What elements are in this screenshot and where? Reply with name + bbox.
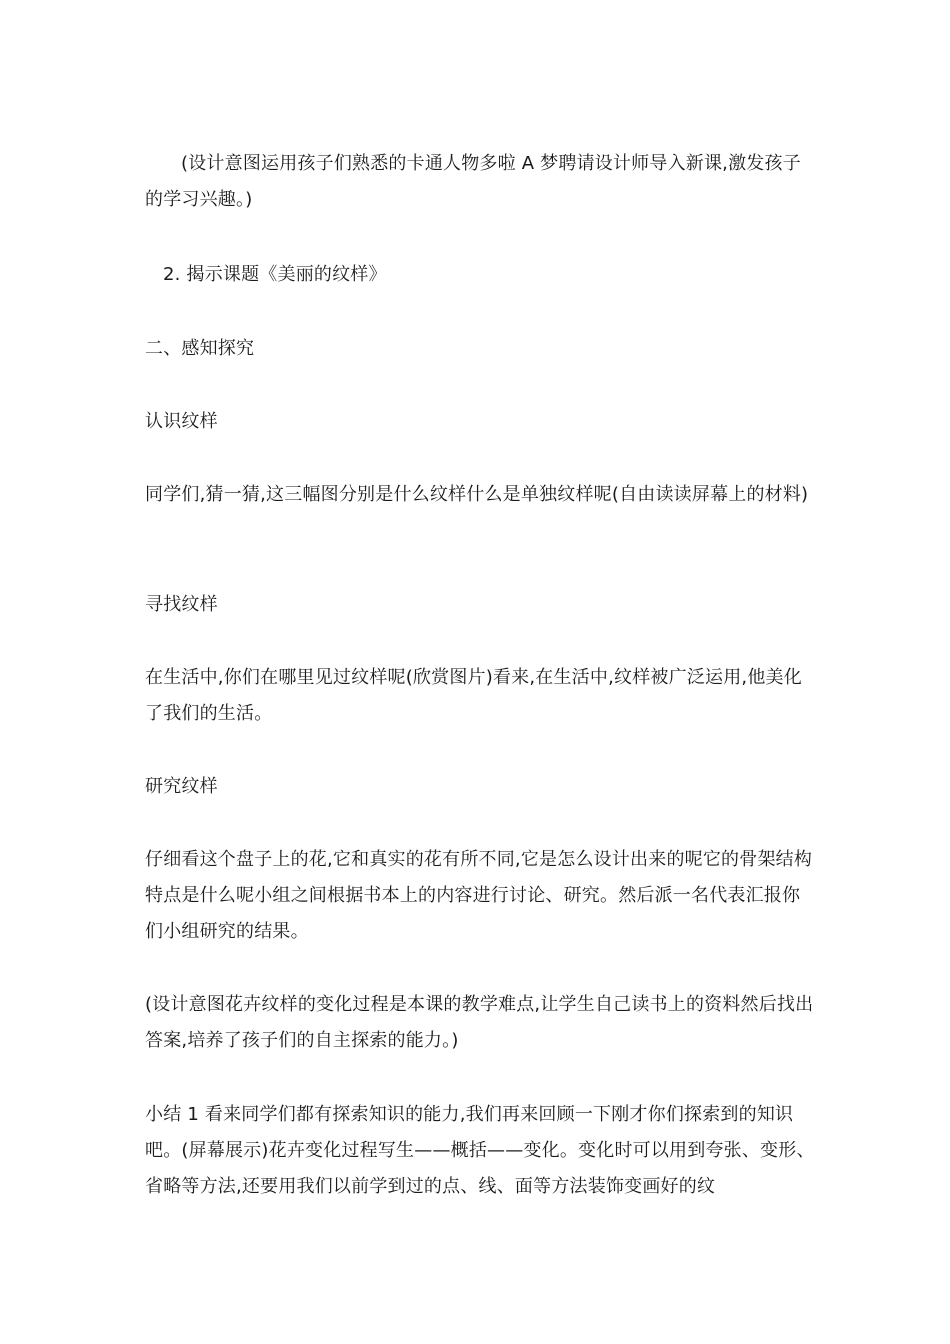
design-intent-paragraph-1: (设计意图运用孩子们熟悉的卡通人物多啦 A 梦聘请设计师导入新课,激发孩子的学习兴趣。) — [145, 153, 801, 210]
guess-patterns-paragraph: 同学们,猜一猜,这三幅图分别是什么纹样什么是单独纹样呢(自由读读屏幕上的材料) — [145, 484, 809, 505]
subheading-study-patterns: 研究纹样 — [145, 776, 218, 797]
design-intent-paragraph-2: (设计意图花卉纹样的变化过程是本课的教学难点,让学生自己读书上的资料然后找出答案,培养了孩子们的自主探索的能力。) — [145, 994, 814, 1051]
lesson-topic-item: 2. 揭示课题《美丽的纹样》 — [163, 264, 387, 285]
patterns-in-life-paragraph: 在生活中,你们在哪里见过纹样呢(欣赏图片)看来,在生活中,纹样被广泛运用,他美化了我们的生活。 — [145, 667, 802, 724]
subheading-recognize-patterns: 认识纹样 — [145, 411, 218, 432]
section-heading-perceive-explore: 二、感知探究 — [145, 338, 255, 359]
summary-paragraph: 小结 1 看来同学们都有探索知识的能力,我们再来回顾一下刚才你们探索到的知识吧。(屏幕展示)花卉变化过程写生——概括——变化。变化时可以用到夸张、变形、省略等方法,还要用我们以前学到过的点、线、面等方法装饰变画好的纹 — [145, 1104, 815, 1197]
subheading-find-patterns: 寻找纹样 — [145, 594, 218, 615]
plate-flower-paragraph: 仔细看这个盘子上的花,它和真实的花有所不同,它是怎么设计出来的呢它的骨架结构特点是什么呢小组之间根据书本上的内容进行讨论、研究。然后派一名代表汇报你们小组研究的结果。 — [145, 849, 813, 942]
